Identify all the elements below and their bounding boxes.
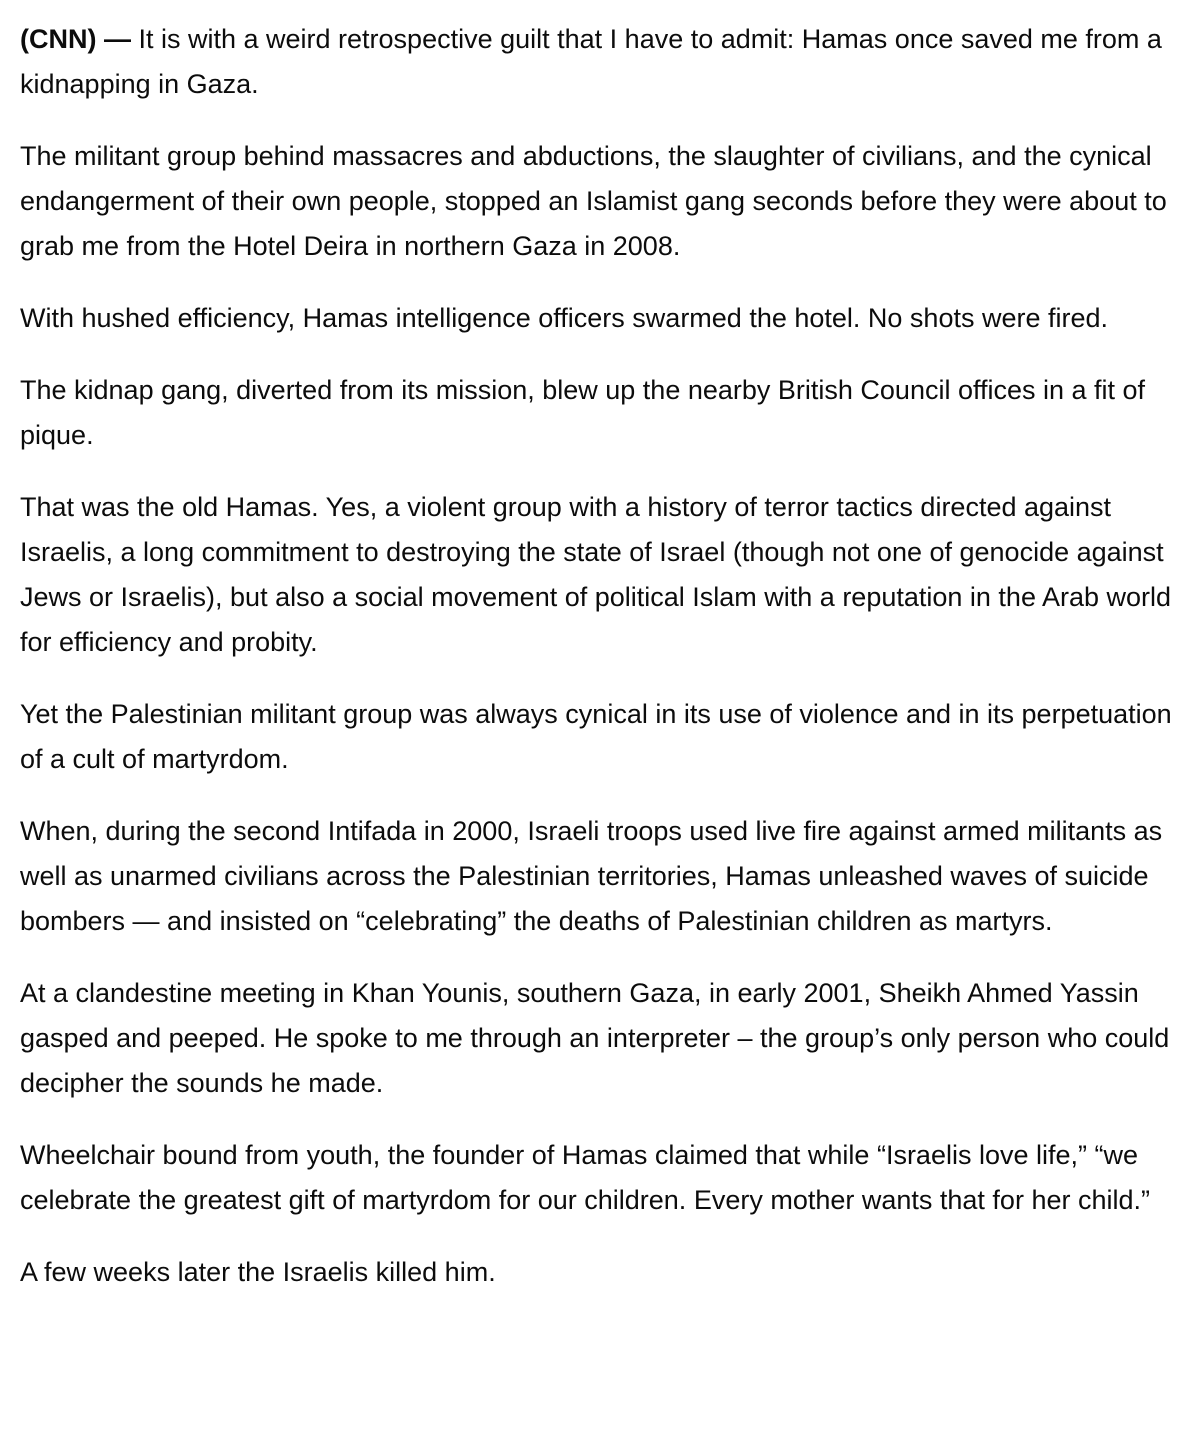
- article-paragraph-2: The militant group behind massacres and abductions, the slaughter of civilians, and the cynical endangerment of their own people, stopped an Islamist gang seconds before they were about to grab me from the Hotel Deira in northern Gaza in 2008.: [20, 141, 1167, 261]
- article-paragraph-7: When, during the second Intifada in 2000, Israeli troops used live fire against armed militants as well as unarmed civilians across the Palestinian territories, Hamas unleashed waves of suicide bombers — and insisted on “celebrating” the deaths of Palestinian children as martyrs.: [20, 816, 1163, 936]
- article-paragraph-1: [20, 17, 1188, 107]
- article-paragraph-3: With hushed efficiency, Hamas intelligence officers swarmed the hotel. No shots were fired.: [20, 303, 1109, 333]
- paragraph-1-text: It is with a weird retrospective guilt that I have to admit: Hamas once saved me from a kidnapping in Gaza.: [20, 24, 1162, 99]
- article-paragraph-9: Wheelchair bound from youth, the founder of Hamas claimed that while “Israelis love life,” “we celebrate the greatest gift of martyrdom for our children. Every mother wants that for her child.”: [20, 1140, 1150, 1215]
- article-paragraph-6: Yet the Palestinian militant group was always cynical in its use of violence and in its perpetuation of a cult of martyrdom.: [20, 699, 1172, 774]
- dateline: (CNN) —: [20, 24, 131, 54]
- article-paragraph-4: The kidnap gang, diverted from its mission, blew up the nearby British Council offices in a fit of pique.: [20, 375, 1146, 450]
- article-paragraph-8: At a clandestine meeting in Khan Younis, southern Gaza, in early 2001, Sheikh Ahmed Yassin gasped and peeped. He spoke to me through an interpreter – the group’s only person who could decipher the sounds he made.: [20, 978, 1170, 1098]
- article-paragraph-10: A few weeks later the Israelis killed him.: [20, 1257, 496, 1287]
- article-paragraph-5: That was the old Hamas. Yes, a violent group with a history of terror tactics directed against Israelis, a long commitment to destroying the state of Israel (though not one of genocide against Jews or Israelis), but also a social movement of political Islam with a reputation in the Arab world for efficiency and probity.: [20, 492, 1172, 657]
